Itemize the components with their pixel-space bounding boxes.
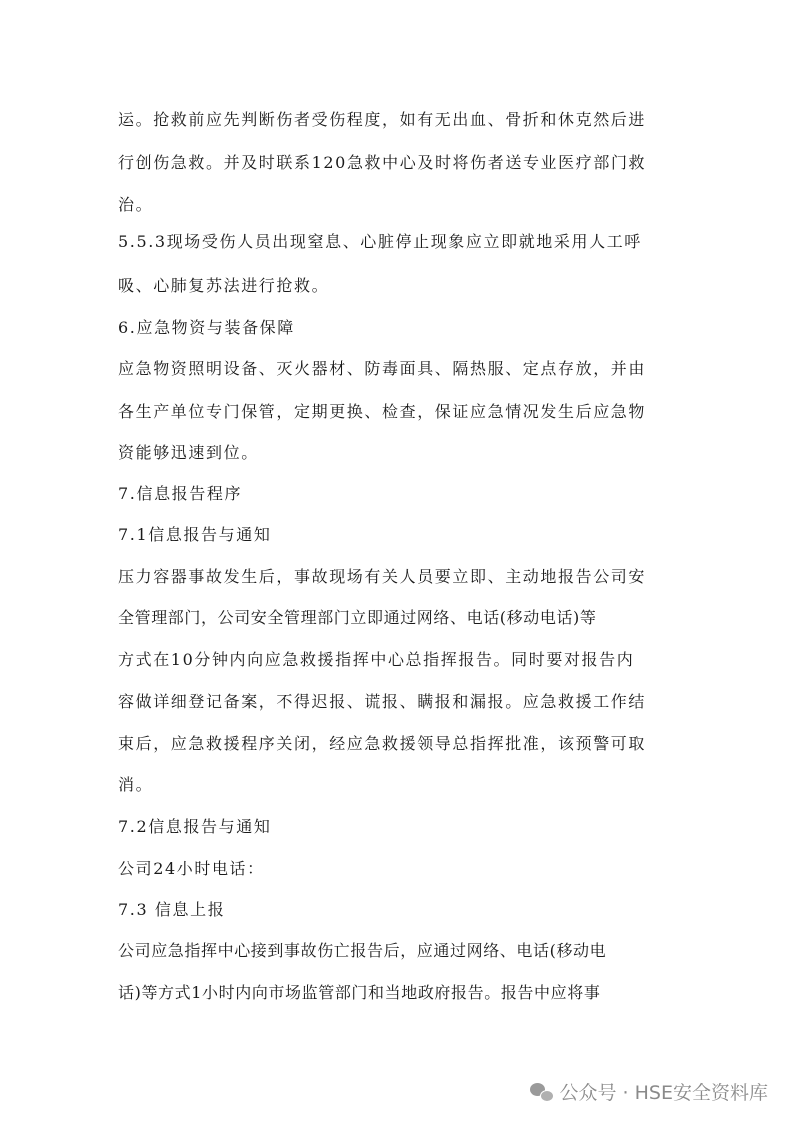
text-line: 行创伤急救。并及时联系120急救中心及时将伤者送专业医疗部门救 [118,153,647,172]
text-line: 压力容器事故发生后，事故现场有关人员要立即、主动地报告公司安 [118,567,647,586]
watermark [530,1078,768,1105]
text-line: 公司应急指挥中心接到事故伤亡报告后，应通过网络、电话(移动电 [118,941,607,960]
text-line: 束后，应急救援程序关闭，经应急救援领导总指挥批准，该预警可取 [118,734,647,753]
section-heading: 6.应急物资与装备保障 [118,318,295,337]
text-line: 运。抢救前应先判断伤者受伤程度，如有无出血、骨折和休克然后进 [118,110,647,129]
text-line: 应急物资照明设备、灭火器材、防毒面具、隔热服、定点存放，并由 [118,359,647,378]
text-line: 治。 [118,195,154,214]
text-line: 消。 [118,775,154,794]
subsection-heading: 7.1信息报告与通知 [118,525,272,544]
text-line: 方式在10分钟内向应急救援指挥中心总指挥报告。同时要对报告内 [118,650,635,669]
text-line: 吸、心肺复苏法进行抢救。 [118,276,330,295]
text-line: 资能够迅速到位。 [118,443,259,462]
text-line: 全管理部门，公司安全管理部门立即通过网络、电话(移动电话)等 [118,608,597,627]
section-heading: 7.信息报告程序 [118,484,243,503]
subsection-heading: 7.3 信息上报 [118,900,226,919]
text-line: 公司24小时电话： [118,859,265,878]
watermark-text: 公众号 · HSE安全资料库 [559,1082,768,1104]
wechat-icon [530,1082,554,1102]
text-line: 5.5.3现场受伤人员出现窒息、心脏停止现象应立即就地采用人工呼 [118,232,642,251]
text-line: 话)等方式1小时内向市场监管部门和当地政府报告。报告中应将事 [118,983,601,1002]
text-line: 容做详细登记备案，不得迟报、谎报、瞒报和漏报。应急救援工作结 [118,692,647,711]
text-line: 各生产单位专门保管，定期更换、检查，保证应急情况发生后应急物 [118,402,647,421]
subsection-heading: 7.2信息报告与通知 [118,817,272,836]
